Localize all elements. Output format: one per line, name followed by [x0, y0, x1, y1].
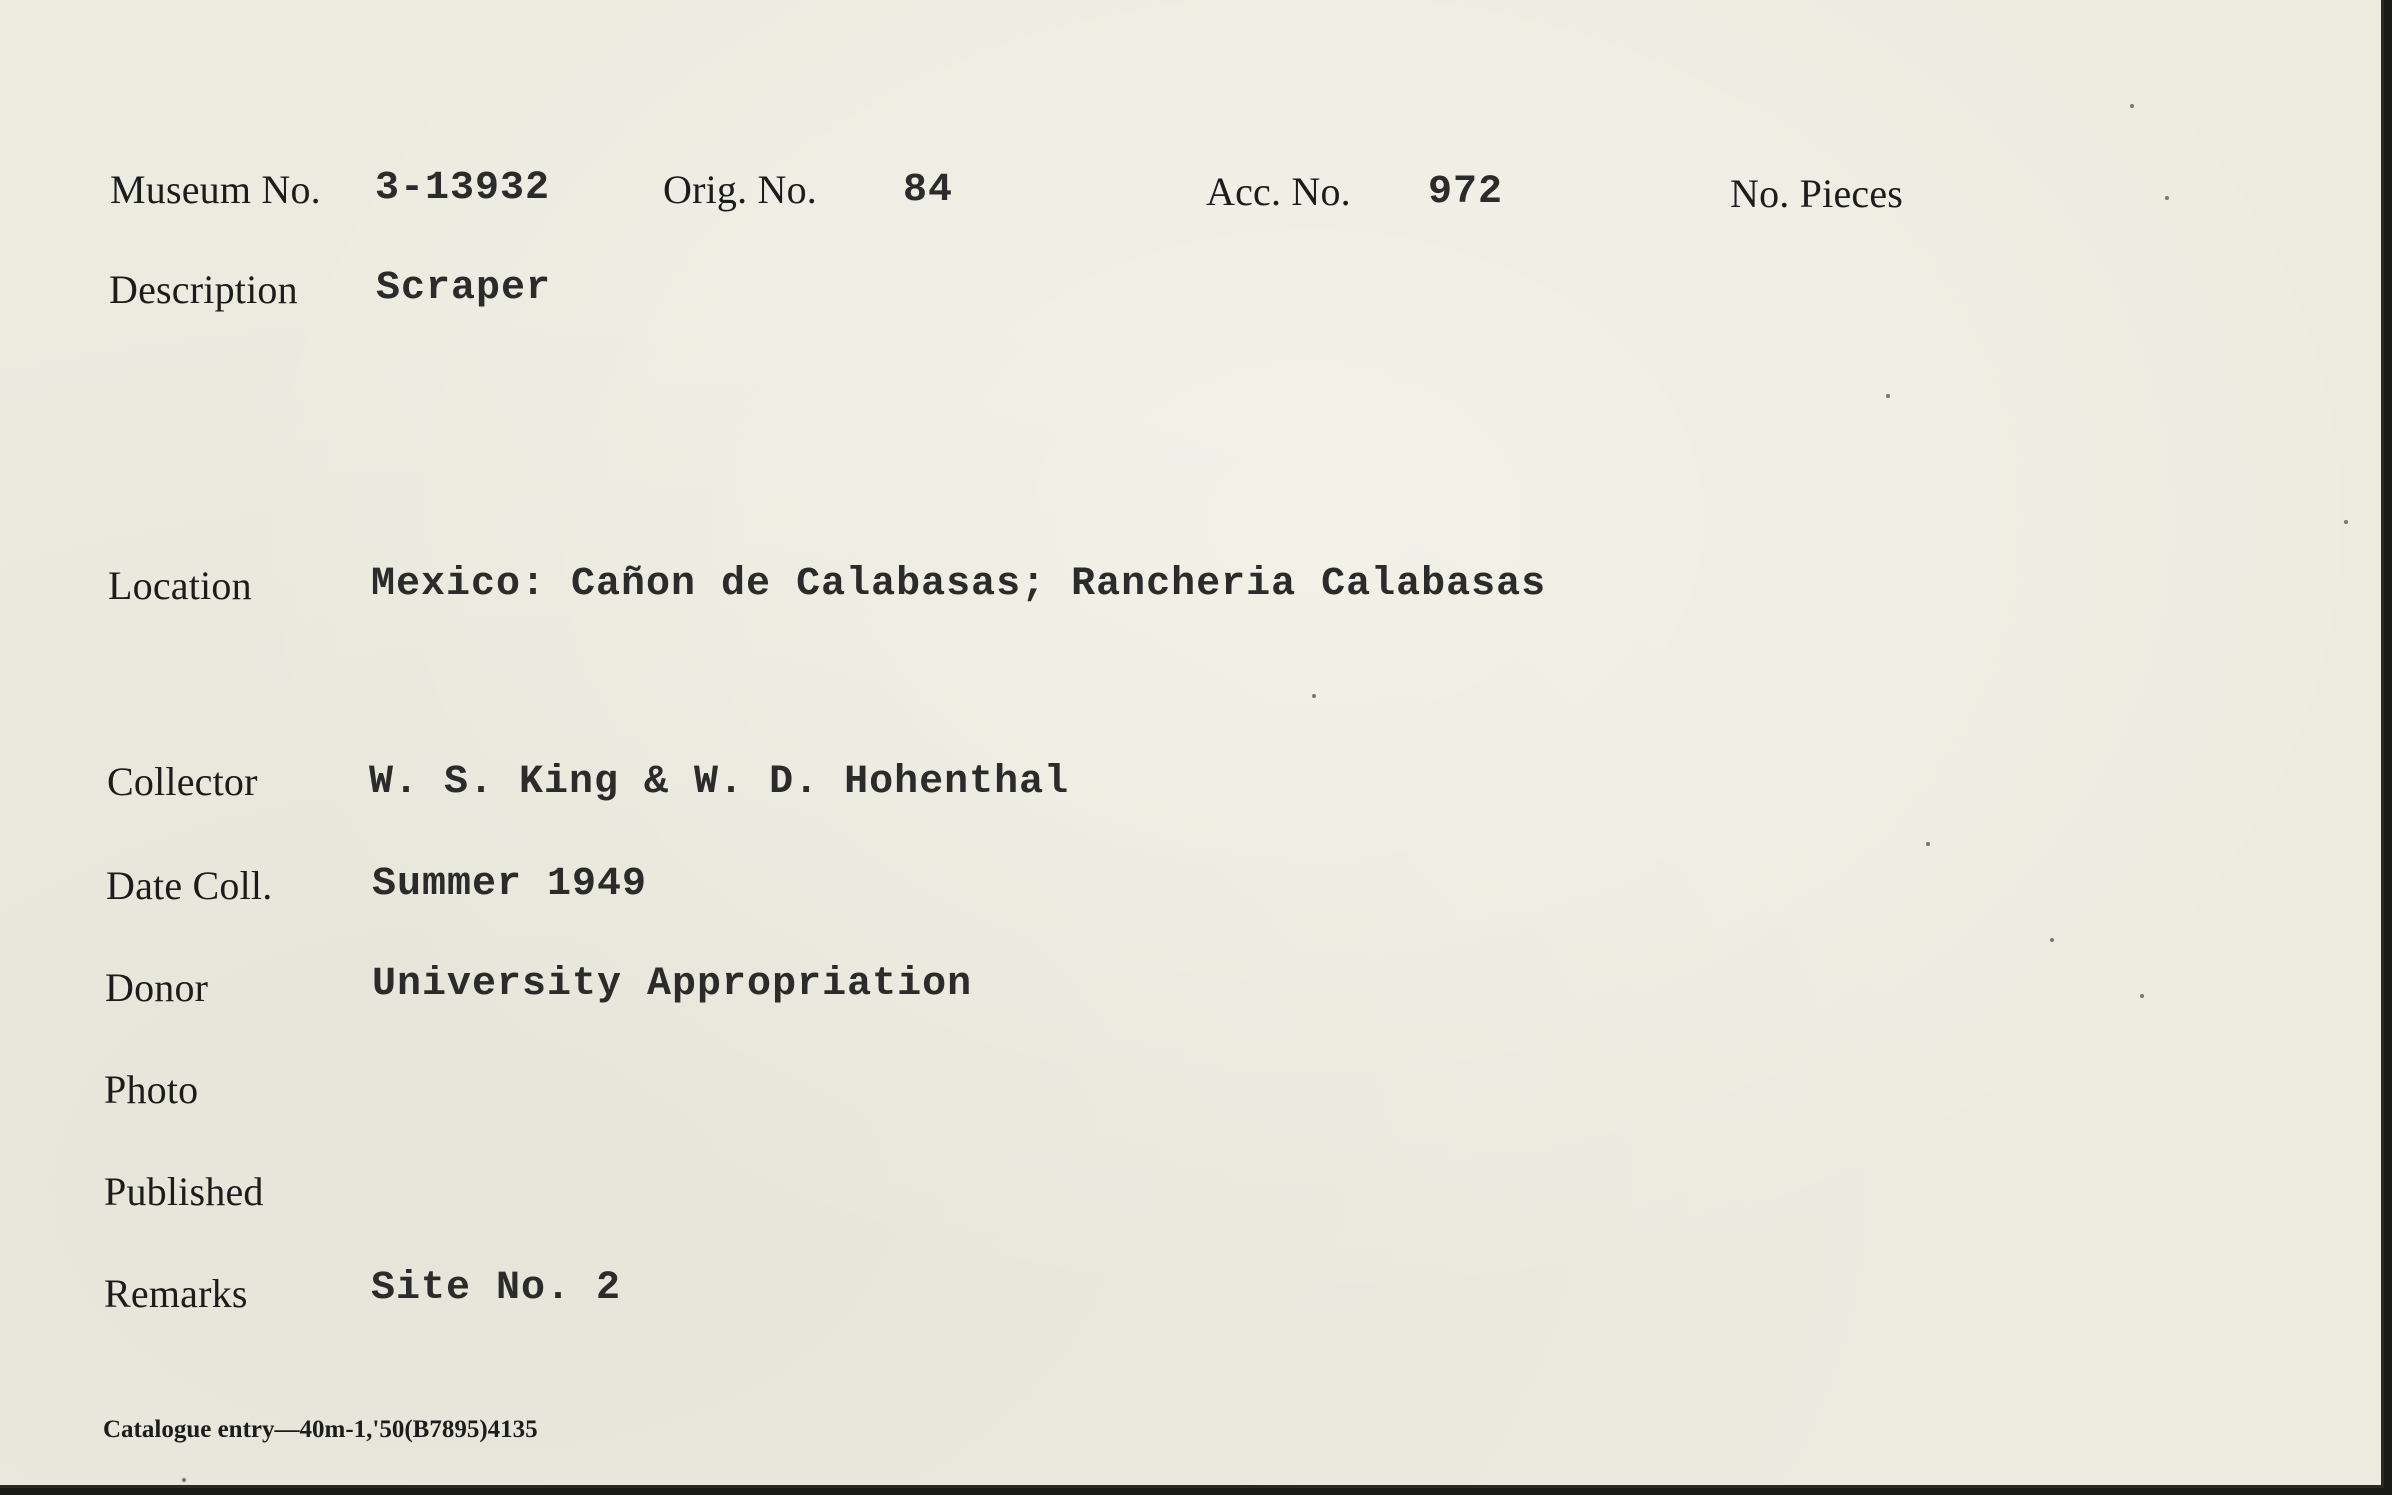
date-coll-value: Summer 1949: [372, 862, 648, 907]
paper-speck: [182, 1478, 186, 1482]
remarks-label: Remarks: [104, 1271, 248, 1316]
collector-value: W. S. King & W. D. Hohenthal: [369, 760, 1070, 805]
description-label: Description: [109, 267, 298, 312]
no-pieces-label: No. Pieces: [1730, 171, 1904, 216]
museum-no-label: Museum No.: [110, 167, 321, 212]
orig-no-value: 84: [903, 168, 954, 213]
catalogue-entry-footer: Catalogue entry—40m-1,'50(B7895)4135: [103, 1416, 538, 1443]
paper-speck: [1926, 842, 1930, 846]
description-value: Scraper: [376, 266, 552, 311]
acc-no-label: Acc. No.: [1206, 169, 1351, 214]
paper-speck: [2165, 196, 2169, 200]
donor-value: University Appropriation: [372, 962, 973, 1007]
remarks-value: Site No. 2: [371, 1266, 622, 1311]
paper-speck: [2140, 994, 2144, 998]
paper-speck: [2130, 104, 2134, 108]
photo-label: Photo: [104, 1067, 199, 1112]
donor-label: Donor: [105, 965, 209, 1010]
museum-no-value: 3-13932: [375, 166, 551, 211]
published-label: Published: [104, 1169, 264, 1214]
location-label: Location: [108, 563, 252, 608]
location-value: Mexico: Cañon de Calabasas; Rancheria Calabasas: [371, 562, 1547, 607]
paper-speck: [2344, 520, 2348, 524]
paper-speck: [1886, 394, 1890, 398]
collector-label: Collector: [107, 759, 258, 804]
date-coll-label: Date Coll.: [106, 863, 273, 908]
paper-speck: [2050, 938, 2054, 942]
paper-speck: [1312, 694, 1316, 698]
orig-no-label: Orig. No.: [663, 167, 818, 212]
acc-no-value: 972: [1428, 170, 1504, 215]
